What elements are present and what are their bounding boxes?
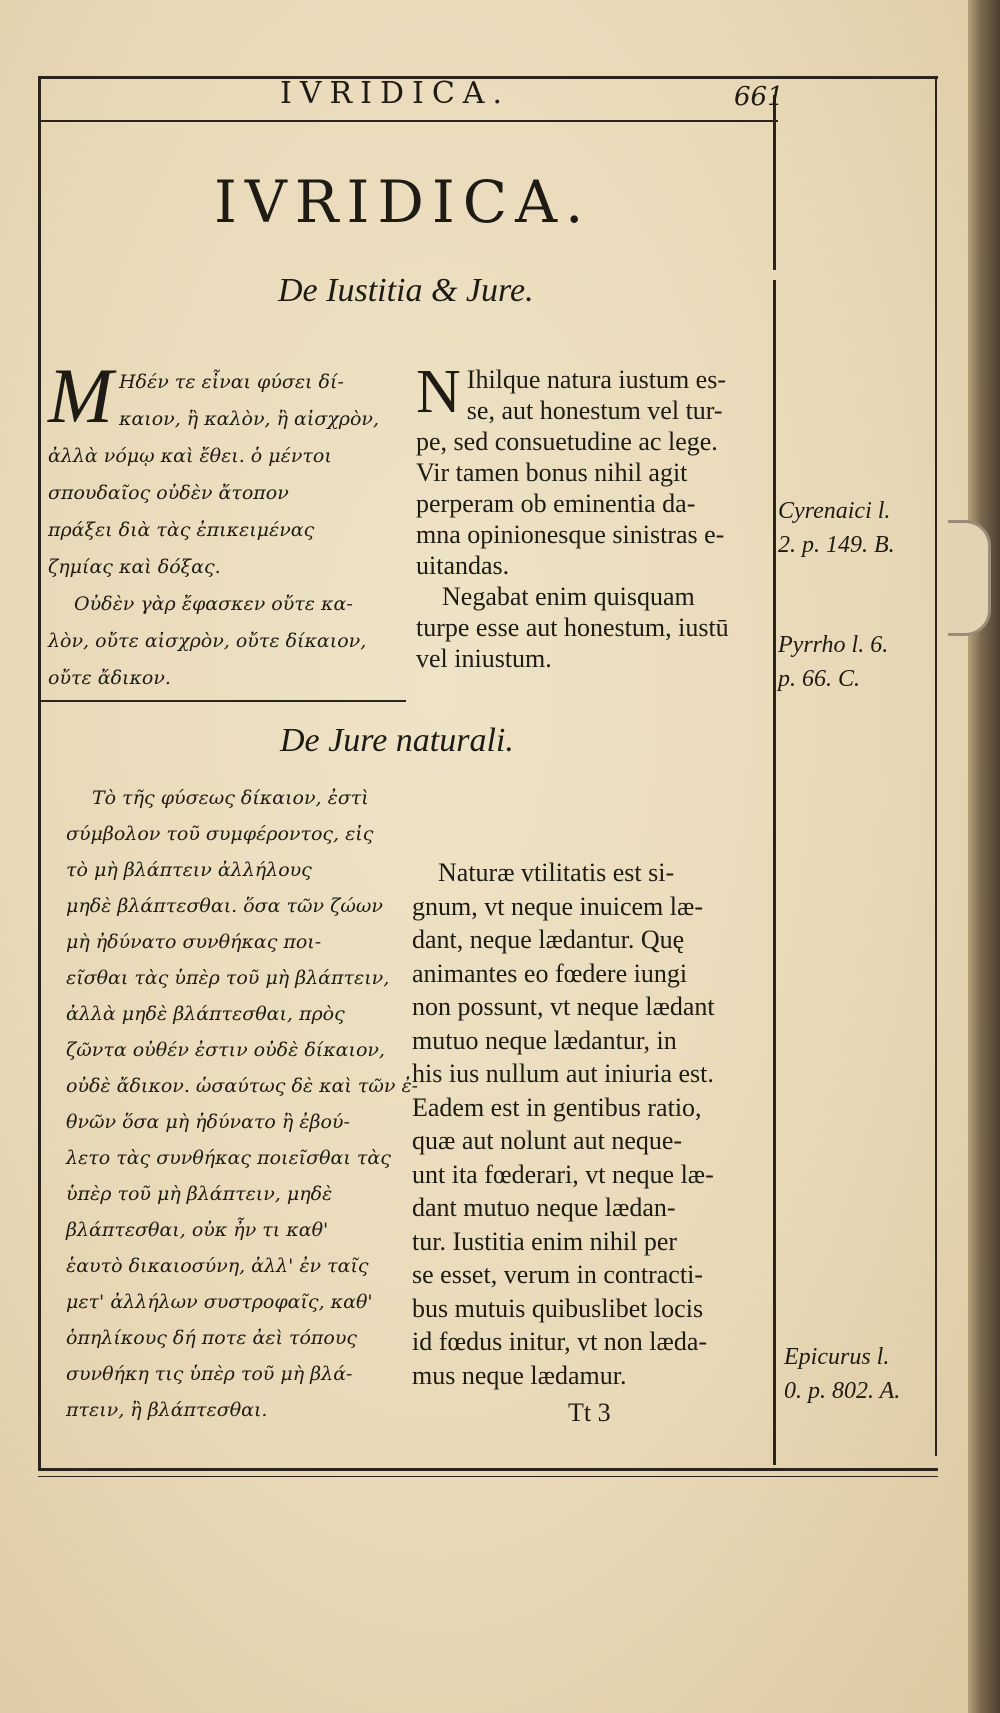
greek-line: τὸ μὴ βλάπτειν ἀλλήλους xyxy=(66,859,312,881)
latin-line: se esset, verum in contracti- xyxy=(412,1260,703,1289)
latin-line: uitandas. xyxy=(416,551,510,580)
greek-line: Ηδέν τε εἶναι φύσει δί- xyxy=(118,371,344,393)
greek-dropcap: Μ xyxy=(48,352,113,439)
greek-line: σύμβολον τοῦ συμφέροντος, εἰς xyxy=(66,823,374,845)
greek-line: πτειν, ἢ βλάπτεσθαι. xyxy=(66,1399,268,1421)
page-tab-marker xyxy=(948,520,991,636)
latin-line: mutuo neque lædantur, in xyxy=(412,1025,677,1055)
latin-line: id fœdus initur, vt non læda- xyxy=(412,1327,708,1356)
latin-line: Eadem est in gentibus ratio, xyxy=(412,1092,702,1122)
greek-line: μὴ ἠδύνατο συνθήκας ποι- xyxy=(66,931,322,953)
greek-line: λὸν, οὔτε αἰσχρὸν, οὔτε δίκαιον, xyxy=(48,630,367,652)
latin-line: non possunt, vt neque lædant xyxy=(412,992,715,1021)
latin-line: Naturæ vtilitatis est si- xyxy=(438,858,675,887)
latin-line: perperam ob eminentia da- xyxy=(416,489,696,518)
greek-line: Οὐδὲν γὰρ ἔφασκεν οὔτε κα- xyxy=(74,593,353,615)
latin-text-block-1 xyxy=(416,358,774,674)
bottom-frame-rule xyxy=(38,1468,938,1471)
greek-line: ζημίας καὶ δόξας. xyxy=(48,556,221,578)
latin-line: animantes eo fœdere iungi xyxy=(412,958,688,988)
greek-line: συνθήκη τις ὑπὲρ τοῦ μὴ βλά- xyxy=(66,1363,353,1385)
latin-dropcap: N xyxy=(416,358,461,426)
greek-line: ἑαυτὸ δικαιοσύνη, ἀλλ' ἐν ταῖς xyxy=(66,1255,369,1277)
greek-line: ἀλλὰ νόμῳ καὶ ἔθει. ὁ μέντοι xyxy=(48,445,332,467)
running-title: IVRIDICA. xyxy=(280,76,511,111)
greek-line: μηδὲ βλάπτεσθαι. ὅσα τῶν ζώων xyxy=(66,895,383,917)
greek-line: ὁπηλίκους δή ποτε ἀεὶ τόπους xyxy=(66,1327,358,1349)
greek-line: θνῶν ὅσα μὴ ἠδύνατο ἢ ἐβού- xyxy=(66,1111,350,1133)
greek-block-rule xyxy=(38,700,406,702)
latin-line: Negabat enim quisquam xyxy=(442,582,695,611)
book-fore-edge xyxy=(968,0,1000,1713)
latin-text-block-2 xyxy=(412,856,774,1392)
greek-line: ὑπὲρ τοῦ μὴ βλάπτειν, μηδὲ xyxy=(66,1183,333,1205)
latin-line: turpe esse aut honestum, iustū xyxy=(416,613,729,642)
greek-line: οὐδὲ ἄδικον. ὡσαύτως δὲ καὶ τῶν ἐ- xyxy=(66,1075,419,1097)
header-underline-rule xyxy=(38,120,778,122)
latin-line: dant mutuo neque lædan- xyxy=(412,1193,676,1222)
latin-line: gnum, vt neque inuicem læ- xyxy=(412,891,704,921)
margin-note-pyrrho: Pyrrho l. 6. p. 66. C. xyxy=(778,632,889,692)
latin-line: se, aut honestum vel tur- xyxy=(466,396,723,425)
margin-note-epicurus: Epicurus l. 0. p. 802. A. xyxy=(784,1344,901,1404)
latin-line: mus neque lædamur. xyxy=(412,1360,627,1390)
latin-line: mna opinionesque sinistras e- xyxy=(416,520,725,549)
latin-line: quæ aut nolunt aut neque- xyxy=(412,1126,683,1155)
left-frame-rule xyxy=(38,76,41,1470)
latin-line: bus mutuis quibuslibet locis xyxy=(412,1293,704,1323)
greek-line: βλάπτεσθαι, οὐκ ἦν τι καθ' xyxy=(66,1219,329,1241)
greek-line: ἀλλὰ μηδὲ βλάπτεσθαι, πρὸς xyxy=(66,1003,345,1025)
latin-line: Vir tamen bonus nihil agit xyxy=(416,458,688,487)
greek-line: Τὸ τῆς φύσεως δίκαιον, ἐστὶ xyxy=(92,787,369,809)
greek-line: μετ' ἀλλήλων συστροφαῖς, καθ' xyxy=(66,1291,373,1313)
greek-line: οὔτε ἄδικον. xyxy=(48,667,171,689)
latin-line: Ihilque natura iustum es- xyxy=(466,365,726,394)
greek-line: καιον, ἢ καλὸν, ἢ αἰσχρὸν, xyxy=(118,408,380,430)
latin-line: his ius nullum aut iniuria est. xyxy=(412,1059,714,1088)
right-frame-rule xyxy=(935,76,937,1456)
section-heading-jure-naturali: De Jure naturali. xyxy=(280,722,514,759)
page-number: 661 xyxy=(734,82,784,112)
bottom-frame-rule-double xyxy=(38,1476,938,1477)
greek-text-block-1 xyxy=(48,352,408,697)
greek-line: ζῶντα οὐθέν ἐστιν οὐδὲ δίκαιον, xyxy=(66,1039,385,1061)
greek-text-block-2 xyxy=(66,780,419,1428)
margin-note-cyrenaici: Cyrenaici l. 2. p. 149. B. xyxy=(778,498,895,558)
latin-line: tur. Iustitia enim nihil per xyxy=(412,1226,678,1256)
latin-line: pe, sed consuetudine ac lege. xyxy=(416,427,718,456)
greek-line: λετο τὰς συνθήκας ποιεῖσθαι τὰς xyxy=(66,1147,391,1169)
latin-line: vel iniustum. xyxy=(416,644,552,673)
latin-line: dant, neque lædantur. Quę xyxy=(412,925,685,954)
greek-line: εῖσθαι τὰς ὑπὲρ τοῦ μὴ βλάπτειν, xyxy=(66,967,390,989)
main-title: IVRIDICA. xyxy=(214,168,592,236)
greek-line: πράξει διὰ τὰς ἐπικειμένας xyxy=(48,519,315,541)
latin-line: unt ita fœderari, vt neque læ- xyxy=(412,1159,714,1189)
inner-column-rule-top xyxy=(773,95,776,270)
greek-line: σπουδαῖος οὐδὲν ἄτοπον xyxy=(48,482,289,504)
section-heading-iustitia: De Iustitia & Jure. xyxy=(278,272,534,309)
signature-mark: Tt 3 xyxy=(568,1398,611,1427)
